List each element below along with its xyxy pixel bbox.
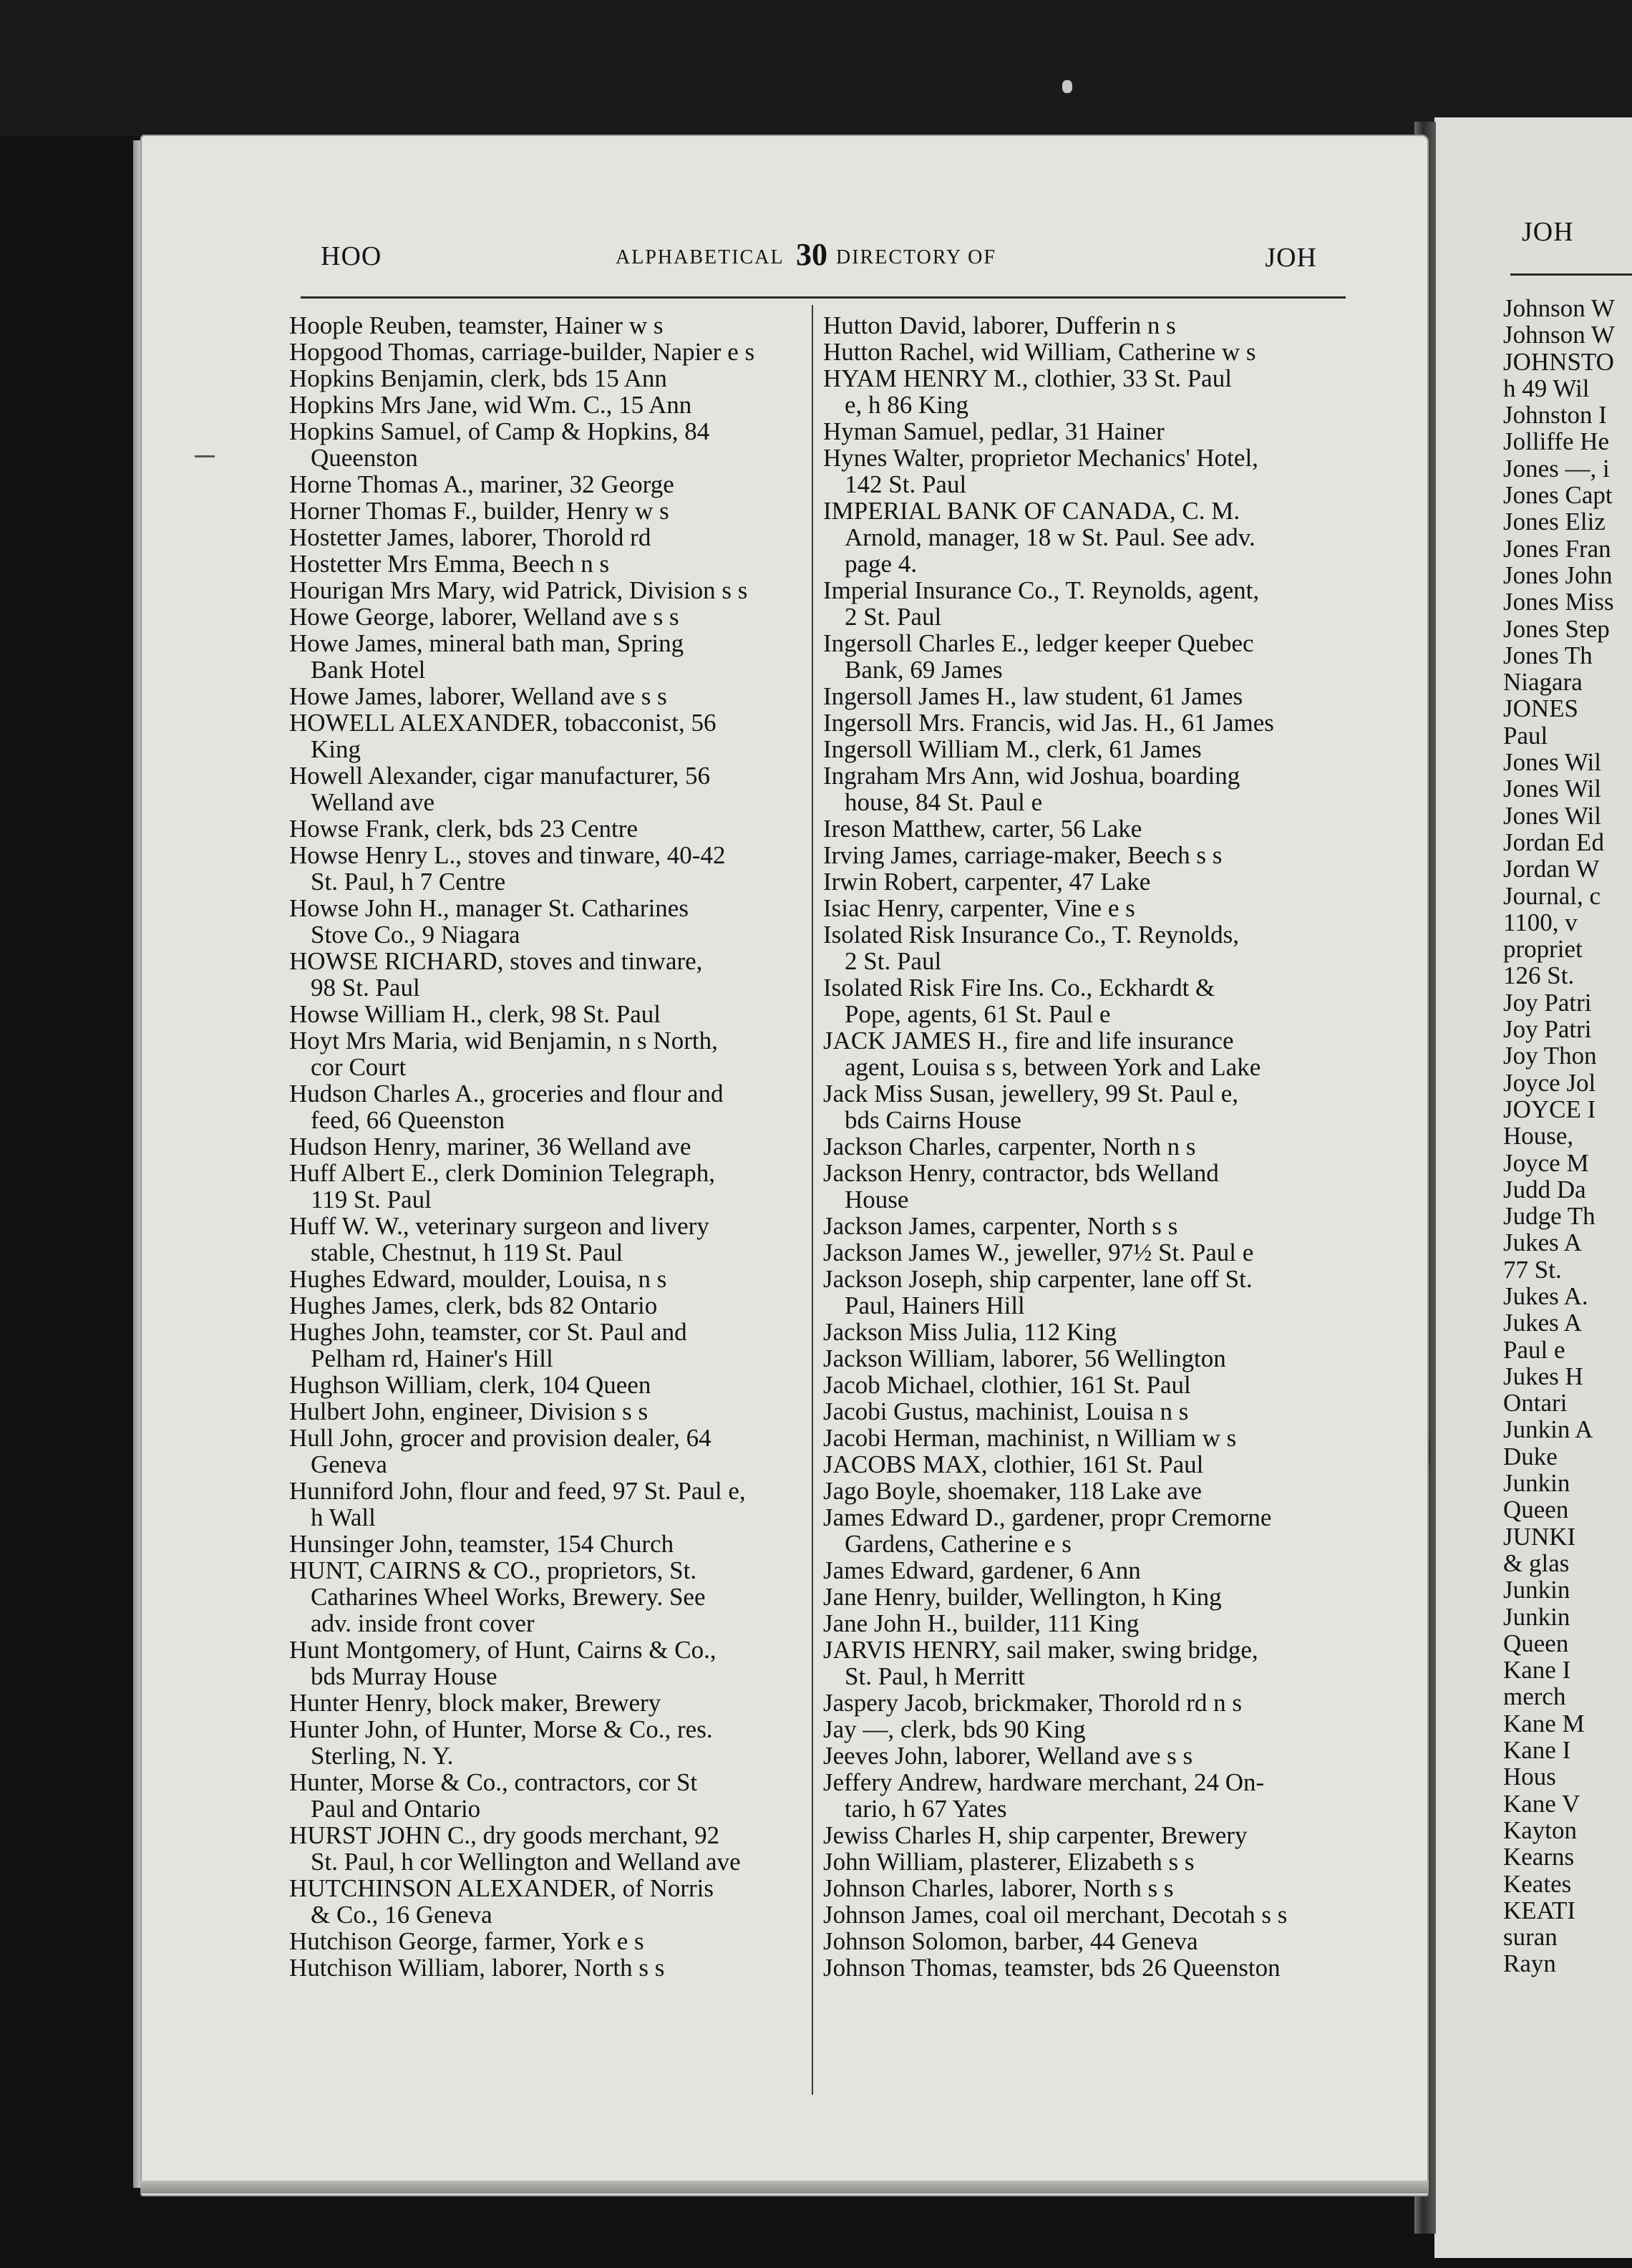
right-column xyxy=(823,312,1339,1981)
right-page-entry-fragment: Paul e xyxy=(1503,1335,1565,1364)
right-page-entry-fragment: Jordan W xyxy=(1503,855,1600,883)
directory-entry: Imperial Insurance Co., T. Reynolds, agent, 2 St. Paul xyxy=(823,576,1260,631)
directory-entry: Howse William H., clerk, 98 St. Paul xyxy=(289,1000,661,1028)
directory-entry: Hopkins Mrs Jane, wid Wm. C., 15 Ann xyxy=(289,391,692,419)
right-page-entry-fragment: Rayn xyxy=(1503,1949,1556,1977)
directory-entry: Hoyt Mrs Maria, wid Benjamin, n s North, cor Court xyxy=(289,1027,718,1081)
directory-entry: Ingersoll James H., law student, 61 James xyxy=(823,682,1243,710)
directory-entry: Jackson Henry, contractor, bds Welland House xyxy=(823,1159,1219,1213)
right-page-entry-fragment: 77 St. xyxy=(1503,1255,1562,1284)
directory-entry: HUTCHINSON ALEXANDER, of Norris & Co., 16 Geneva xyxy=(289,1874,714,1929)
right-page-entry-fragment: Judge Th xyxy=(1503,1202,1595,1231)
directory-entry: Jackson James W., jeweller, 97½ St. Paul e xyxy=(823,1239,1254,1266)
right-page-entry-fragment: Jones Eliz xyxy=(1503,508,1606,536)
directory-entry: Jewiss Charles H, ship carpenter, Brewery xyxy=(823,1821,1248,1849)
right-page-header: JOH xyxy=(1522,217,1574,247)
right-page-entry-fragment: Jones Wil xyxy=(1503,748,1601,777)
directory-entry: Howe James, mineral bath man, Spring Bank Hotel xyxy=(289,629,684,684)
page-bottom-edge xyxy=(140,2181,1429,2194)
right-page-entry-fragment: Jukes A xyxy=(1503,1228,1582,1257)
directory-entry: Huff Albert E., clerk Dominion Telegraph, 119 St. Paul xyxy=(289,1159,715,1213)
right-page-entry-fragment: Kane I xyxy=(1503,1656,1571,1685)
directory-entry: Howse Henry L., stoves and tinware, 40-42 St. Paul, h 7 Centre xyxy=(289,841,726,896)
right-page-entry-fragment: Jones Capt xyxy=(1503,481,1613,510)
directory-entry: Jack Miss Susan, jewellery, 99 St. Paul e, bds Cairns House xyxy=(823,1080,1239,1134)
directory-entry: JACK JAMES H., fire and life insurance agent, Louisa s s, between York and Lake xyxy=(823,1027,1261,1081)
directory-entry: Hunniford John, flour and feed, 97 St. Paul e, h Wall xyxy=(289,1477,746,1531)
directory-entry: Hudson Henry, mariner, 36 Welland ave xyxy=(289,1133,691,1160)
directory-entry: Irving James, carriage-maker, Beech s s xyxy=(823,841,1223,869)
directory-entry: Hughes James, clerk, bds 82 Ontario xyxy=(289,1292,658,1319)
directory-entry: Howe James, laborer, Welland ave s s xyxy=(289,682,667,710)
right-page-entry-fragment: Queen xyxy=(1503,1629,1569,1657)
directory-entry: Horne Thomas A., mariner, 32 George xyxy=(289,470,674,498)
directory-entry: Hughson William, clerk, 104 Queen xyxy=(289,1371,651,1399)
right-page-entry-fragment: Jones John xyxy=(1503,561,1613,589)
directory-entry: Hutchison George, farmer, York e s xyxy=(289,1927,644,1955)
right-page-entry-fragment: Ontari xyxy=(1503,1389,1568,1418)
directory-entry: Jacobi Gustus, machinist, Louisa n s xyxy=(823,1397,1189,1425)
directory-entry: Hunter Henry, block maker, Brewery xyxy=(289,1689,661,1717)
right-page-entry-fragment: Kane M xyxy=(1503,1709,1585,1738)
directory-entry: Jacobi Herman, machinist, n William w s xyxy=(823,1424,1237,1452)
directory-entry: Ingraham Mrs Ann, wid Joshua, boarding house, 84 St. Paul e xyxy=(823,762,1240,816)
right-page-entry-fragment: Duke xyxy=(1503,1442,1558,1470)
directory-entry: Hopgood Thomas, carriage-builder, Napier e s xyxy=(289,338,755,366)
right-page-entry-fragment: Jones Wil xyxy=(1503,801,1601,830)
directory-entry: Hutchison William, laborer, North s s xyxy=(289,1954,665,1982)
directory-entry: Johnson James, coal oil merchant, Decotah s s xyxy=(823,1901,1288,1929)
right-page-entry-fragment: Jolliffe He xyxy=(1503,427,1610,456)
right-page-entry-fragment: Kayton xyxy=(1503,1816,1578,1844)
directory-entry: Jaspery Jacob, brickmaker, Thorold rd n s xyxy=(823,1689,1243,1717)
directory-entry: Hostetter James, laborer, Thorold rd xyxy=(289,523,651,551)
directory-entry: Hutton David, laborer, Dufferin n s xyxy=(823,311,1176,339)
scan-background xyxy=(0,0,1632,136)
right-page-entry-fragment: Jones Th xyxy=(1503,641,1593,669)
directory-entry: Howse John H., manager St. Catharines Stove Co., 9 Niagara xyxy=(289,894,689,949)
right-page-entry-fragment: Jordan Ed xyxy=(1503,828,1604,856)
directory-entry: Howell Alexander, cigar manufacturer, 56 Welland ave xyxy=(289,762,711,816)
right-page-entry-fragment: Joyce Jol xyxy=(1503,1068,1596,1097)
right-page-entry-fragment: Keates xyxy=(1503,1869,1572,1898)
right-page-entry-fragment: Jones Step xyxy=(1503,614,1610,643)
right-page-entry-fragment: Junkin xyxy=(1503,1602,1570,1631)
directory-entry: HURST JOHN C., dry goods merchant, 92 St. Paul, h cor Wellington and Welland ave xyxy=(289,1821,741,1876)
directory-entry: Johnson Thomas, teamster, bds 26 Queenston xyxy=(823,1954,1281,1982)
directory-entry: Ingersoll Charles E., ledger keeper Quebec Bank, 69 James xyxy=(823,629,1254,684)
right-page-entry-fragment: Jukes A xyxy=(1503,1309,1582,1337)
directory-entry: HUNT, CAIRNS & CO., proprietors, St. Catharines Wheel Works, Brewery. See adv. inside front cover xyxy=(289,1556,706,1637)
directory-entry: Hyman Samuel, pedlar, 31 Hainer xyxy=(823,417,1165,445)
right-page-entry-fragment: JOHNSTO xyxy=(1503,347,1614,376)
directory-entry: Johnson Solomon, barber, 44 Geneva xyxy=(823,1927,1198,1955)
directory-entry: Jane Henry, builder, Wellington, h King xyxy=(823,1583,1222,1611)
right-page-column xyxy=(1503,295,1632,1977)
right-page-entry-fragment: Junkin xyxy=(1503,1576,1570,1604)
directory-entry: Jackson Miss Julia, 112 King xyxy=(823,1318,1117,1346)
directory-entry: Jeeves John, laborer, Welland ave s s xyxy=(823,1742,1193,1770)
directory-entry: James Edward, gardener, 6 Ann xyxy=(823,1556,1141,1584)
right-page-entry-fragment: Kearns xyxy=(1503,1843,1575,1871)
right-page-entry-fragment: JONES xyxy=(1503,694,1579,723)
directory-entry: Hutton Rachel, wid William, Catherine w s xyxy=(823,338,1256,366)
left-column xyxy=(289,312,797,1981)
header-right: JOH xyxy=(1265,243,1317,273)
right-page-rule xyxy=(1510,273,1632,276)
right-page-entry-fragment: Jones —, i xyxy=(1503,454,1610,483)
directory-entry: Jago Boyle, shoemaker, 118 Lake ave xyxy=(823,1477,1202,1505)
directory-entry: HYAM HENRY M., clothier, 33 St. Paul e, h 86 King xyxy=(823,364,1232,419)
directory-entry: Ingersoll William M., clerk, 61 James xyxy=(823,735,1202,763)
right-page-entry-fragment: Paul xyxy=(1503,721,1548,750)
right-page-entry-fragment: 1100, v xyxy=(1503,908,1578,936)
right-page-entry-fragment: Journal, c xyxy=(1503,881,1601,910)
header-title: ALPHABETICAL xyxy=(616,246,785,268)
directory-entry: Hopkins Benjamin, clerk, bds 15 Ann xyxy=(289,364,667,392)
directory-entry: Hudson Charles A., groceries and flour and feed, 66 Queenston xyxy=(289,1080,724,1134)
right-page-entry-fragment: Niagara xyxy=(1503,668,1583,697)
right-page-entry-fragment: KEATI xyxy=(1503,1896,1576,1924)
right-page-entry-fragment: Queen xyxy=(1503,1496,1569,1524)
directory-entry: Hunt Montgomery, of Hunt, Cairns & Co., bds Murray House xyxy=(289,1636,717,1690)
right-page-entry-fragment: House, xyxy=(1503,1122,1574,1150)
directory-entry: James Edward D., gardener, propr Cremorne Gardens, Catherine e s xyxy=(823,1503,1272,1558)
right-page-entry-fragment: Johnson W xyxy=(1503,295,1615,322)
dust-speck xyxy=(1062,80,1072,93)
right-page-entry-fragment: Jukes A. xyxy=(1503,1281,1588,1310)
right-page-entry-fragment: 126 St. xyxy=(1503,961,1575,990)
page-header xyxy=(301,238,1317,284)
directory-entry: Jane John H., builder, 111 King xyxy=(823,1609,1140,1637)
directory-entry: Ingersoll Mrs. Francis, wid Jas. H., 61 James xyxy=(823,709,1274,737)
directory-entry: Hoople Reuben, teamster, Hainer w s xyxy=(289,311,664,339)
directory-entry: Jackson William, laborer, 56 Wellington xyxy=(823,1344,1226,1372)
right-page-entry-fragment: Joy Patri xyxy=(1503,988,1592,1017)
directory-entry: John William, plasterer, Elizabeth s s xyxy=(823,1848,1195,1876)
margin-mark xyxy=(195,455,215,457)
right-page-entry-fragment: Hous xyxy=(1503,1763,1556,1791)
right-page-entry-fragment: propriet xyxy=(1503,935,1583,964)
page-number: 30 xyxy=(796,237,827,272)
directory-entry: Isiac Henry, carpenter, Vine e s xyxy=(823,894,1135,922)
directory-entry: Jackson Charles, carpenter, North n s xyxy=(823,1133,1196,1160)
directory-entry: Hostetter Mrs Emma, Beech n s xyxy=(289,550,610,578)
directory-entry: Hunsinger John, teamster, 154 Church xyxy=(289,1530,674,1558)
directory-entry: Hughes Edward, moulder, Louisa, n s xyxy=(289,1265,667,1293)
right-page-entry-fragment: Kane I xyxy=(1503,1736,1571,1765)
directory-entry: Hunter, Morse & Co., contractors, cor St Paul and Ontario xyxy=(289,1768,698,1823)
directory-entry: JARVIS HENRY, sail maker, swing bridge, St. Paul, h Merritt xyxy=(823,1636,1258,1690)
directory-entry: HOWSE RICHARD, stoves and tinware, 98 St. Paul xyxy=(289,947,703,1002)
directory-entry: IMPERIAL BANK OF CANADA, C. M. Arnold, manager, 18 w St. Paul. See adv. page 4. xyxy=(823,497,1255,578)
right-page-entry-fragment: h 49 Wil xyxy=(1503,374,1590,402)
directory-entry: Hull John, grocer and provision dealer, 64 Geneva xyxy=(289,1424,711,1478)
right-page-entry-fragment: Joyce M xyxy=(1503,1148,1589,1177)
right-page-entry-fragment: Junkin A xyxy=(1503,1415,1593,1444)
right-page-entry-fragment: merch xyxy=(1503,1682,1566,1711)
right-page-entry-fragment: JOYCE I xyxy=(1503,1095,1596,1123)
right-page-entry-fragment: Jukes H xyxy=(1503,1362,1583,1390)
directory-entry: Isolated Risk Insurance Co., T. Reynolds, 2 St. Paul xyxy=(823,921,1239,975)
right-page-entry-fragment: & glas xyxy=(1503,1549,1570,1577)
directory-entry: Horner Thomas F., builder, Henry w s xyxy=(289,497,669,525)
right-page-entry-fragment: Joy Patri xyxy=(1503,1015,1592,1044)
directory-entry: Hulbert John, engineer, Division s s xyxy=(289,1397,649,1425)
directory-entry: Irwin Robert, carpenter, 47 Lake xyxy=(823,868,1151,896)
directory-entry: Huff W. W., veterinary surgeon and livery stable, Chestnut, h 119 St. Paul xyxy=(289,1212,709,1266)
directory-entry: Ireson Matthew, carter, 56 Lake xyxy=(823,815,1142,843)
right-page-entry-fragment: Jones Wil xyxy=(1503,775,1601,803)
right-page-entry-fragment: Junkin xyxy=(1503,1469,1570,1498)
directory-entry: Jay —, clerk, bds 90 King xyxy=(823,1715,1086,1743)
directory-entry: Hughes John, teamster, cor St. Paul and Pelham rd, Hainer's Hill xyxy=(289,1318,687,1372)
right-page-entry-fragment: Jones Fran xyxy=(1503,534,1611,563)
directory-entry: Jackson James, carpenter, North s s xyxy=(823,1212,1178,1240)
right-page-entry-fragment: Joy Thon xyxy=(1503,1042,1597,1070)
directory-entry: Howe George, laborer, Welland ave s s xyxy=(289,603,679,631)
directory-entry: Hourigan Mrs Mary, wid Patrick, Division s s xyxy=(289,576,748,604)
directory-entry: Jackson Joseph, ship carpenter, lane off St. Paul, Hainers Hill xyxy=(823,1265,1253,1319)
right-page-entry-fragment: Kane V xyxy=(1503,1789,1580,1818)
directory-entry: Hunter John, of Hunter, Morse & Co., res. Sterling, N. Y. xyxy=(289,1715,713,1770)
directory-entry: Hopkins Samuel, of Camp & Hopkins, 84 Queenston xyxy=(289,417,710,472)
right-page-entry-fragment: Jones Miss xyxy=(1503,588,1614,616)
right-page-entry-fragment: Johnston I xyxy=(1503,401,1607,430)
column-divider xyxy=(812,305,813,2095)
right-page-entry-fragment: suran xyxy=(1503,1923,1558,1952)
right-page-entry-fragment: JUNKI xyxy=(1503,1522,1576,1551)
header-rule xyxy=(301,296,1346,299)
directory-entry: Howse Frank, clerk, bds 23 Centre xyxy=(289,815,638,843)
directory-entry: JACOBS MAX, clothier, 161 St. Paul xyxy=(823,1450,1204,1478)
directory-entry: Isolated Risk Fire Ins. Co., Eckhardt & Pope, agents, 61 St. Paul e xyxy=(823,974,1215,1028)
right-page-entry-fragment: Johnson W xyxy=(1503,321,1615,349)
directory-entry: HOWELL ALEXANDER, tobacconist, 56 King xyxy=(289,709,717,763)
directory-entry: Jacob Michael, clothier, 161 St. Paul xyxy=(823,1371,1191,1399)
header-title-2: DIRECTORY OF xyxy=(836,246,996,268)
directory-entry: Hynes Walter, proprietor Mechanics' Hotel, 142 St. Paul xyxy=(823,444,1258,498)
right-page-entry-fragment: Judd Da xyxy=(1503,1175,1586,1203)
directory-entry: Johnson Charles, laborer, North s s xyxy=(823,1874,1174,1902)
directory-entry: Jeffery Andrew, hardware merchant, 24 On- tario, h 67 Yates xyxy=(823,1768,1265,1823)
header-left: HOO xyxy=(321,241,382,271)
